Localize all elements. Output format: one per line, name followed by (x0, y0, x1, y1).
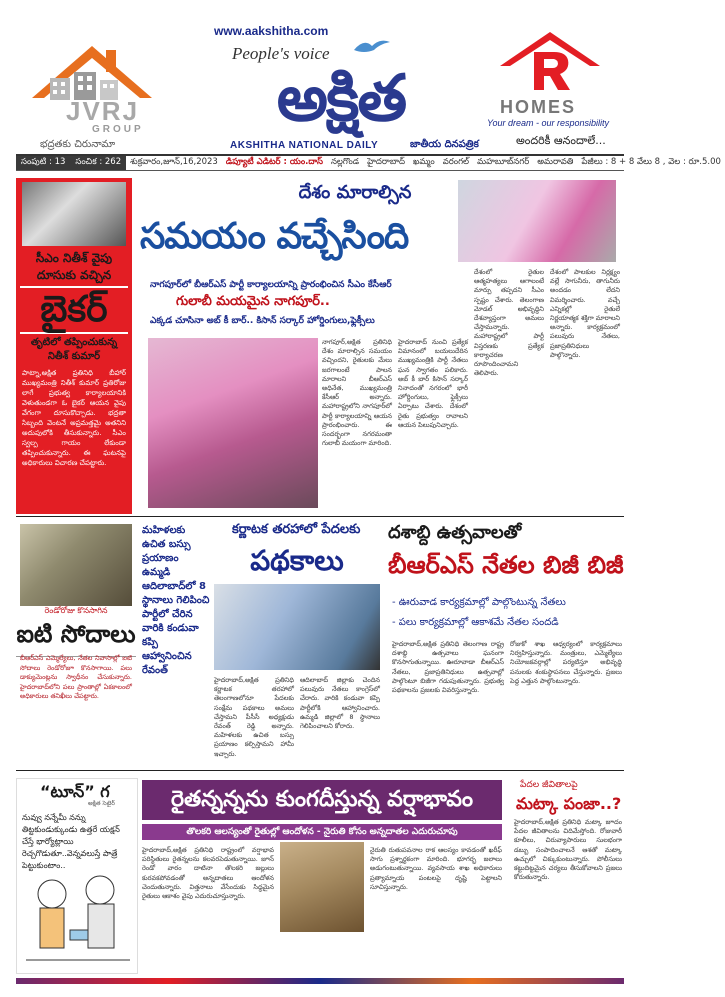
nitish-body: పాట్నా,అక్షిత ప్రతినిధి బీహార్ ముఖ్యమంత్రి నితీశ్ కుమార్ ప్రతిరోజు లాగే ప్రభుత్వ కార్యాలయానికి వెళుతుండగా ఓ బైకర్ ఆయన వైపు వేగంగా దూసుకొచ్చాడు. భద్రతా సిబ్బంది వెంటనే అప్రమత్తమై అతనిని అదుపులోకి తీసుకున్నారు. సీఎం స్వల్ప గాయం లేకుండా తప్పించుకున్నారు. ఈ ఘటనపై అధికారులు విచారణ చేపట్టారు. (22, 369, 126, 467)
edition-3: వరంగల్ (442, 157, 470, 167)
dasabdi-bullet-1: - ఊరువాడ కార్యక్రమాల్లో పాల్గొంటున్న నేతలు (392, 597, 566, 608)
pathakalu-side: మహిళలకు ఉచిత బస్సు ప్రయాణం ఉమ్మడి ఆదిలాబాద్‌లో 8 స్థానాలు గెలిపించి పార్టీలో చేరిన వారికి కండువా కప్పి ఆహ్వానించిన రేవంత్ (142, 525, 210, 676)
edition-0: నల్లగొండ (330, 157, 360, 167)
divider (16, 516, 624, 517)
lead-sub3: ఎక్కడ చూసినా అబ్ కీ బార్.. కిసాన్ సర్కార్ హోర్డింగులు,ఫ్లెక్సీలు (150, 316, 375, 326)
issue: సంచిక : 262 (70, 156, 126, 170)
deputy-editor: డిప్యూటీ ఎడిటర్ : యం.దాస్ (225, 157, 323, 167)
daily-name-en: AKSHITHA NATIONAL DAILY (230, 140, 379, 151)
divider (16, 770, 624, 771)
edition-2: ఖమ్మం (412, 157, 435, 167)
date: శుక్రవారం,జూన్,16,2023 (130, 157, 218, 167)
rain-col-2: నైరుతి రుతుపవనాల రాక ఆలస్యం కావడంతో ఖరీఫ్ సాగు ప్రశ్నార్థకంగా మారింది. భూగర్భ జలాలు అడుగంటుతున్నాయి. వ్యవసాయ శాఖ అధికారులు ప్రత్యామ్నాయ పంటలపై దృష్టి పెట్టాలని సూచిస్తున్నారు. (370, 846, 502, 891)
daily-name-te: జాతీయ దినపత్రిక (410, 139, 479, 150)
matka-body: హైదరాబాద్,అక్షిత ప్రతినిధి మట్కా జూదం పేదల జీవితాలను చిదిమేస్తోంది. రోజువారీ కూలీలు, చిరువ్యాపారులు సులభంగా డబ్బు సంపాదించాలనే ఆశతో మట్కా ఉచ్చులో చిక్కుకుంటున్నారు. పోలీసులు కట్టుదిట్టమైన చర్యలు తీసుకోవాలని ప్రజలు కోరుతున్నారు. (514, 818, 622, 882)
revanth-photo (214, 584, 380, 670)
newspaper-title: అక్షిత (276, 62, 406, 136)
slogan: People's voice (232, 44, 330, 63)
iti-headline: ఐటి సోదాలు (16, 620, 136, 657)
footer-color-bar (16, 978, 624, 984)
cartoon-title: “టూన్” గ (40, 782, 110, 801)
rain-headline: రైతన్నన్నను కుంగదీస్తున్న వర్షాభావం (142, 780, 502, 820)
pathakalu-kicker: కర్ణాటక తరహాలో పేదలకు (232, 522, 361, 537)
jvrj-group: GROUP (92, 124, 144, 135)
matka-kicker: పేదల జీవితాలపై (520, 780, 578, 790)
pathakalu-col-2: ఆదిలాబాద్ జిల్లాకు చెందిన పలువురు నేతలు కాంగ్రెస్‌లో చేరారు. వారికి కండువా కప్పి పార్టీలోకి ఆహ్వానించారు. ఉమ్మడి జిల్లాలో 8 స్థానాలు గెలిపించాలని కోరారు. (300, 676, 380, 731)
lead-headline: సమయం వచ్చేసింది (140, 216, 409, 257)
price: పేజీలు : 8 + 8 వేలు 8 , వెల : రూ.5.00 (581, 157, 721, 167)
dasabdi-col-1: హైదరాబాద్,అక్షిత ప్రతినిధి తెలంగాణ రాష్ట్ర దశాబ్ది ఉత్సవాలు ఘనంగా కొనసాగుతున్నాయి. ఊరూవాడా బీఆర్ఎస్ నేతలు, ప్రజాప్రతినిధులు ఉత్సవాల్లో పాల్గొంటూ బిజీగా గడుపుతున్నారు. ప్రభుత్వ పథకాలను ప్రజలకు వివరిస్తున్నారు. (392, 640, 504, 695)
edition-1: హైదరాబాద్ (367, 157, 405, 167)
dasabdi-kicker: దశాబ్ది ఉత్సవాలతో (388, 522, 522, 543)
lead-col-1: నాగపూర్,అక్షిత ప్రతినిధి దేశం మారాల్సిన సమయం వచ్చిందని, రైతులకు మేలు జరగాలంటే పాలన మారాలని బీఆర్ఎస్ అధినేత, ముఖ్యమంత్రి కేసీఆర్ అన్నారు. మహారాష్ట్రలోని నాగపూర్‌లో పార్టీ కార్యాలయాన్ని ఆయన ప్రారంభించారు. ఈ సందర్భంగా నగరమంతా గులాబీ మయంగా మారింది. (322, 338, 392, 448)
lead-col-2: హైదరాబాద్ నుంచి ప్రత్యేక విమానంలో బయలుదేరిన ముఖ్యమంత్రికి పార్టీ నేతలు ఘన స్వాగతం పలికారు. అబ్ కీ బార్ కిసాన్ సర్కార్ నినాదంతో నగరంలో భారీ హోర్డింగులు, ఫ్లెక్సీలు ఏర్పాటు చేశారు. దేశంలో రైతు ప్రభుత్వం రావాలని ఆయన పిలుపునిచ్చారు. (398, 338, 468, 429)
cartoon-text: నువ్వు నన్నేమీ నన్ను తిట్టకుండుక్కుండు ఉత్తరే యక్షన్ చేస్తే భార్యోట్లాయి రెచ్చగొడుతూ..వెన్నవలుస్తే పాత్రే పెట్టుకుంటాం.. (22, 813, 120, 870)
rhomes-tagline-te: అందరికీ ఆనందాలే... (516, 134, 606, 147)
iti-kicker: రెండోరోజు కొనసాగిన (44, 606, 108, 615)
jvrj-tagline: భద్రతకు చిరునామా (40, 139, 116, 150)
lead-col-3: దేశంలో రైతుల ఆత్మహత్యలు ఆగాలంటే మార్పు తప్పదని సీఎం స్పష్టం చేశారు. తెలంగాణ మోడల్ అభివృద్ధిని దేశవ్యాప్తంగా అమలు చేస్తామన్నారు. మహారాష్ట్రలో పార్టీ విస్తరణకు ప్రత్యేక కార్యాచరణ రూపొందించామని తెలిపారు. (474, 268, 544, 378)
nitish-photo (22, 182, 126, 246)
kcr-photo (458, 180, 616, 262)
iti-body: బీఆర్ఎస్ ఎమ్మెల్యేలు, నేతల నివాసాల్లో ఐటి సోదాలు రెండోరోజూ కొనసాగాయి. పలు డాక్యుమెంట్లను స్వాధీనం చేసుకున్నారు. హైదరాబాద్‌లోని పలు ప్రాంతాల్లో ఏకకాలంలో అధికారులు తనిఖీలు చేపట్టారు. (20, 654, 132, 700)
lead-sub1: నాగపూర్‌లో బీఆర్ఎస్ పార్టీ కార్యాలయాన్ని ప్రారంభించిన సీఎం కేసీఆర్ (150, 280, 392, 290)
dasabdi-col-2: రోజుకో శాఖ ఆధ్వర్యంలో కార్యక్రమాలు నిర్వహిస్తున్నారు. మంత్రులు, ఎమ్మెల్యేలు నియోజకవర్గాల్లో పర్యటిస్తూ అభివృద్ధి పనులకు శంకుస్థాపనలు చేస్తున్నారు. ప్రజలు పెద్ద ఎత్తున పాల్గొంటున్నారు. (510, 640, 622, 685)
dasabdi-bullet-2: - పలు కార్యక్రమాల్లో ఆకాశమే నేతల సందడి (392, 617, 559, 628)
cartoon-illustration (22, 860, 134, 968)
edition-5: అమరావతి (537, 157, 574, 167)
nitish-headline: సీఎం నితీశ్ వైపు దూసుకు వచ్చిన (35, 251, 113, 282)
rain-subheadline: తొలకరి ఆలస్యంతో రైతుల్లో ఆందోళన - నైరుతి కోసం అన్నదాతల ఎదురుచూపు (142, 824, 502, 840)
cartoon-subtitle: అక్షిత సెటైర్ (88, 800, 115, 807)
matka-headline: మట్కా పంజా..? (516, 794, 622, 813)
edition-4: మహబూబ్‌నగర్ (477, 157, 530, 167)
rain-col-1: హైదరాబాద్,అక్షిత ప్రతినిధి రాష్ట్రంలో వర్షాభావ పరిస్థితులు రైతన్నలను కలవరపెడుతున్నాయి. జూన్ రెండో వారం దాటినా తొలకరి జల్లులు కురవకపోవడంతో అన్నదాతలు ఆందోళన చెందుతున్నారు. విత్తనాలు వేసేందుకు సిద్ధమైన రైతులు ఆకాశం వైపు ఎదురుచూస్తున్నారు. (142, 846, 274, 901)
dasabdi-headline: బీఆర్ఎస్ నేతల బిజీ బిజీ (388, 551, 624, 579)
nitish-subheadline: తృటిలో తప్పించుకున్న నితీశ్ కుమార్ (30, 337, 118, 362)
rhomes-name: HOMES (500, 97, 577, 117)
lead-kicker: దేశం మారాల్సిన (298, 182, 412, 203)
jvrj-name: JVRJ (66, 96, 140, 126)
pathakalu-headline: పథకాలు (250, 544, 344, 577)
lead-col-4: దేశంలో పాలకుల నిర్లక్ష్యం వల్లే సాగునీరు, తాగునీరు అందడం లేదని విమర్శించారు. వచ్చే ఎన్నికల్లో రైతులే నిర్ణయాత్మక శక్తిగా మారాలని అన్నారు. కార్యక్రమంలో పలువురు నేతలు, ప్రజాప్రతినిధులు పాల్గొన్నారు. (550, 268, 620, 359)
pathakalu-col-1: హైదరాబాద్,అక్షిత ప్రతినిధి కర్ణాటక తరహాలో తెలంగాణలోనూ పేదలకు సంక్షేమ పథకాలు అమలు చేస్తామని పీసీసీ అధ్యక్షుడు రేవంత్ రెడ్డి అన్నారు. మహిళలకు ఉచిత బస్సు ప్రయాణం కల్పిస్తామని హామీ ఇచ్చారు. (214, 676, 294, 758)
biker-headline: బైకర్ (20, 286, 128, 334)
info-bar (16, 154, 721, 171)
farmer-photo (280, 842, 364, 932)
lead-sub2: గులాబీ మయమైన నాగపూర్.. (176, 294, 330, 309)
site-url[interactable]: www.aakshitha.com (214, 24, 329, 38)
it-raid-photo (20, 524, 132, 606)
rhomes-tagline: Your dream - our responsibility (487, 118, 610, 128)
volume: సంపుటి : 13 (16, 156, 70, 170)
nagpur-photo (148, 338, 318, 508)
